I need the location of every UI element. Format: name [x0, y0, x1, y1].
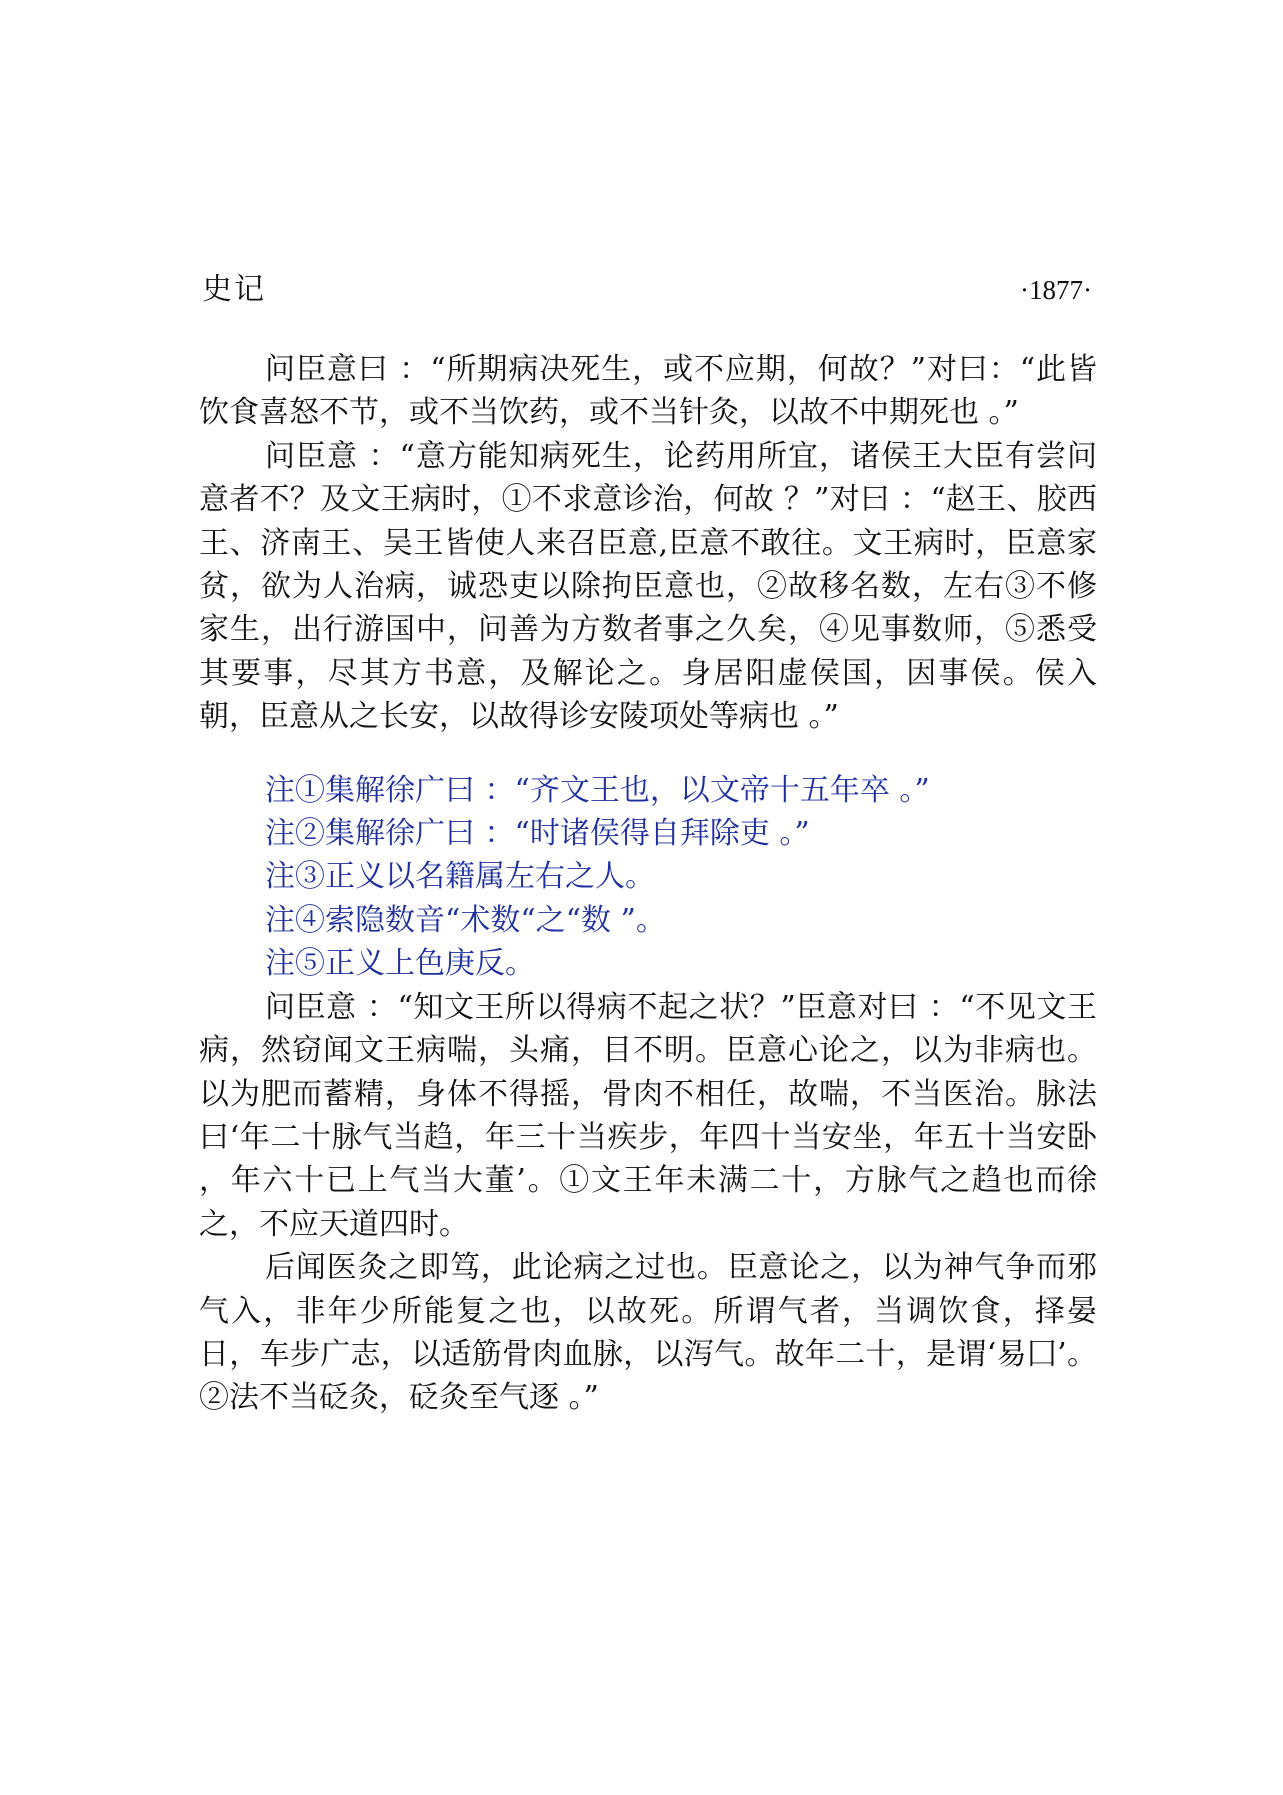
- paragraph: 问臣意 ：“意方能知病死生，论药用所宜，诸侯王大臣有尝问意者不？及文王病时，①不求意诊治，何故 ？”对曰 ：“赵王、胶西王、济南王、吴王皆使人来召臣意,臣意不敢往。文王病时，臣意家贫，欲为人治病，诚恐吏以除拘臣意也，②故移名数，左右③不修家生，出行游国中，问善为方数者事之久矣，④见事数师，⑤悉受其要事，尽其方书意，及解论之。身居阳虚侯国，因事侯。侯入朝，臣意从之长安，以故得诊安陵项处等病也 。”: [199, 438, 1097, 735]
- note: 注③正义以名籍属左右之人。: [265, 859, 655, 895]
- running-header: [202, 268, 1092, 312]
- page-number: ·1877·: [1020, 275, 1092, 305]
- paragraph: 后闻医灸之即笃，此论病之过也。臣意论之，以为神气争而邪气入，非年少所能复之也，以故死。所谓气者，当调饮食，择晏日，车步广志，以适筋骨肉血脉，以泻气。故年二十，是谓‘易囗’。②法不当砭灸，砭灸至气逐 。”: [199, 1250, 1097, 1416]
- notes-block: [199, 769, 1097, 986]
- paragraph: 问臣意曰 ：“所期病决死生，或不应期，何故？”对曰：“此皆饮食喜怒不节，或不当饮药，或不当针灸，以故不中期死也 。”: [199, 352, 1097, 431]
- note: 注①集解徐广曰 ：“齐文王也，以文帝十五年卒 。”: [265, 772, 930, 808]
- paragraph: 问臣意 ：“知文王所以得病不起之状？”臣意对曰 ：“不见文王病，然窃闻文王病喘，头痛，目不明。臣意心论之，以为非病也。以为肥而蓄精，身体不得摇，骨肉不相任，故喘，不当医治。脉法曰‘年二十脉气当趋，年三十当疾步，年四十当安坐，年五十当安卧 ，年六十已上气当大董’。①文王年未满二十，方脉气之趋也而徐之，不应天道四时。: [199, 989, 1097, 1242]
- book-title: 史记: [202, 272, 266, 307]
- note: 注②集解徐广曰 ：“时诸侯得自拜除吏 。”: [265, 816, 810, 852]
- note: 注④索隐数音“术数“之“数 ”。: [265, 902, 666, 938]
- body-text: [199, 348, 1097, 1420]
- note: 注⑤正义上色庚反。: [265, 946, 535, 982]
